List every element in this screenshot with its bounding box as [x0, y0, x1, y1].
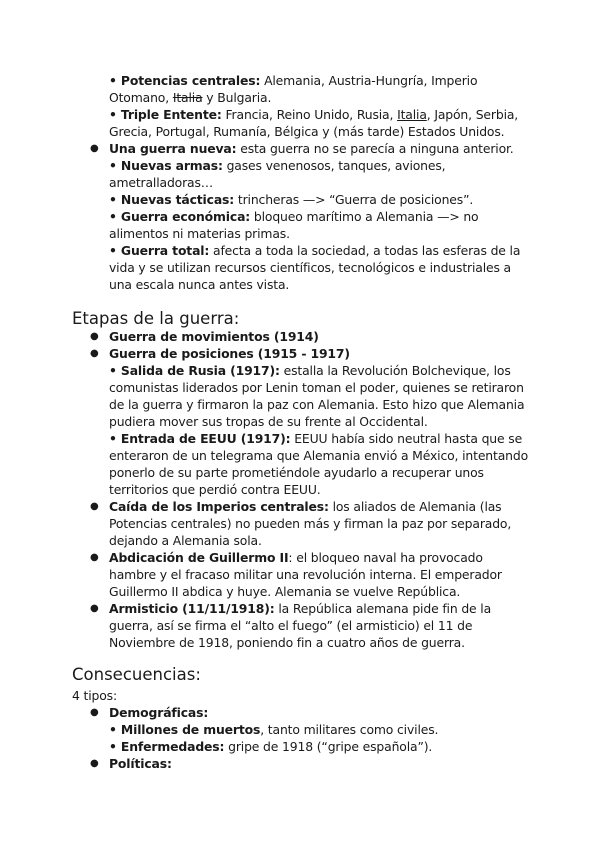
salida-rusia-line-3: de la guerra y firmaron la paz con Alemania. Esto hizo que Alemania [109, 397, 525, 412]
potencias-centrales-line-2: Otomano, Italia y Bulgaria. [109, 90, 272, 105]
nuevas-tacticas-line: • Nuevas tácticas: trincheras —> “Guerra de posiciones”. [109, 192, 474, 207]
italia-underlined: Italia [397, 107, 427, 122]
salida-rusia-line-2: comunistas liderados por Lenin toman el poder, quienes se retiraron [109, 380, 524, 395]
salida-rusia-line-1: • Salida de Rusia (1917): estalla la Revolución Bolchevique, los [109, 363, 511, 378]
bullet-icon: ● [90, 331, 99, 342]
demograficas-line: Demográficas: [109, 705, 209, 720]
guerra-economica-line-2: alimentos ni materias primas. [109, 226, 290, 241]
caida-imperios-line-2: Potencias centrales) no pueden más y firman la paz por separado, [109, 516, 512, 531]
bullet-icon: ● [90, 348, 99, 359]
guerra-total-line-1: • Guerra total: afecta a toda la sociedad, a todas las esferas de la [109, 243, 521, 258]
triple-entente-line-2: Grecia, Portugal, Rumanía, Bélgica y (más tarde) Estados Unidos. [109, 124, 505, 139]
guerra-total-line-2: vida y se utilizan recursos científicos, tecnológicos e industriales a [109, 260, 512, 275]
salida-rusia-line-4: pudiera mover sus tropas de su frente al Occidental. [109, 414, 428, 429]
abdicacion-line-1: Abdicación de Guillermo II: el bloqueo naval ha provocado [109, 550, 483, 565]
guerra-movimientos-line: Guerra de movimientos (1914) [109, 329, 319, 344]
tipos-line: 4 tipos: [72, 688, 117, 703]
abdicacion-line-2: hambre y el fracaso militar una revolución interna. El emperador [109, 567, 502, 582]
nuevas-armas-line-2: ametralladoras… [109, 175, 214, 190]
armisticio-line-2: guerra, así se firma el “alto el fuego” (el armisticio) el 11 de [109, 618, 473, 633]
entrada-eeuu-line-3: ponerlo de su parte prometiéndole ayudarlo a recuperar unos [109, 465, 484, 480]
caida-imperios-line-3: dejando a Alemania sola. [109, 533, 262, 548]
bullet-icon: ● [90, 501, 99, 512]
consecuencias-heading: Consecuencias: [72, 665, 201, 684]
armisticio-line-3: Noviembre de 1918, poniendo fin a cuatro años de guerra. [109, 635, 465, 650]
muertos-line: • Millones de muertos, tanto militares como civiles. [109, 722, 439, 737]
entrada-eeuu-line-2: enteraron de un telegrama que Alemania envió a México, intentando [109, 448, 528, 463]
guerra-total-line-3: una escala nunca antes vista. [109, 277, 290, 292]
bullet-icon: ● [90, 143, 99, 154]
caida-imperios-line-1: Caída de los Imperios centrales: los aliados de Alemania (las [109, 499, 502, 514]
armisticio-line-1: Armisticio (11/11/1918): la República alemana pide fin de la [109, 601, 492, 616]
guerra-nueva-line: Una guerra nueva: esta guerra no se parecía a ninguna anterior. [109, 141, 514, 156]
bullet-icon: ● [90, 552, 99, 563]
politicas-line: Políticas: [109, 756, 172, 771]
bullet-icon: ● [90, 758, 99, 769]
triple-entente-line-1: • Triple Entente: Francia, Reino Unido, Rusia, Italia, Japón, Serbia, [109, 107, 519, 122]
nuevas-armas-line-1: • Nuevas armas: gases venenosos, tanques, aviones, [109, 158, 446, 173]
etapas-heading: Etapas de la guerra: [72, 309, 240, 328]
abdicacion-line-3: Guillermo II abdica y huye. Alemania se vuelve República. [109, 584, 461, 599]
guerra-posiciones-line: Guerra de posiciones (1915 - 1917) [109, 346, 350, 361]
entrada-eeuu-line-4: territorios que perdió contra EEUU. [109, 482, 321, 497]
guerra-economica-line-1: • Guerra económica: bloqueo marítimo a Alemania —> no [109, 209, 479, 224]
bullet-icon: ● [90, 603, 99, 614]
enfermedades-line: • Enfermedades: gripe de 1918 (“gripe española”). [109, 739, 433, 754]
entrada-eeuu-line-1: • Entrada de EEUU (1917): EEUU había sido neutral hasta que se [109, 431, 523, 446]
potencias-centrales-line-1: • Potencias centrales: Alemania, Austria-Hungría, Imperio [109, 73, 478, 88]
bullet-icon: ● [90, 707, 99, 718]
italia-strikethrough: Italia [172, 90, 203, 105]
